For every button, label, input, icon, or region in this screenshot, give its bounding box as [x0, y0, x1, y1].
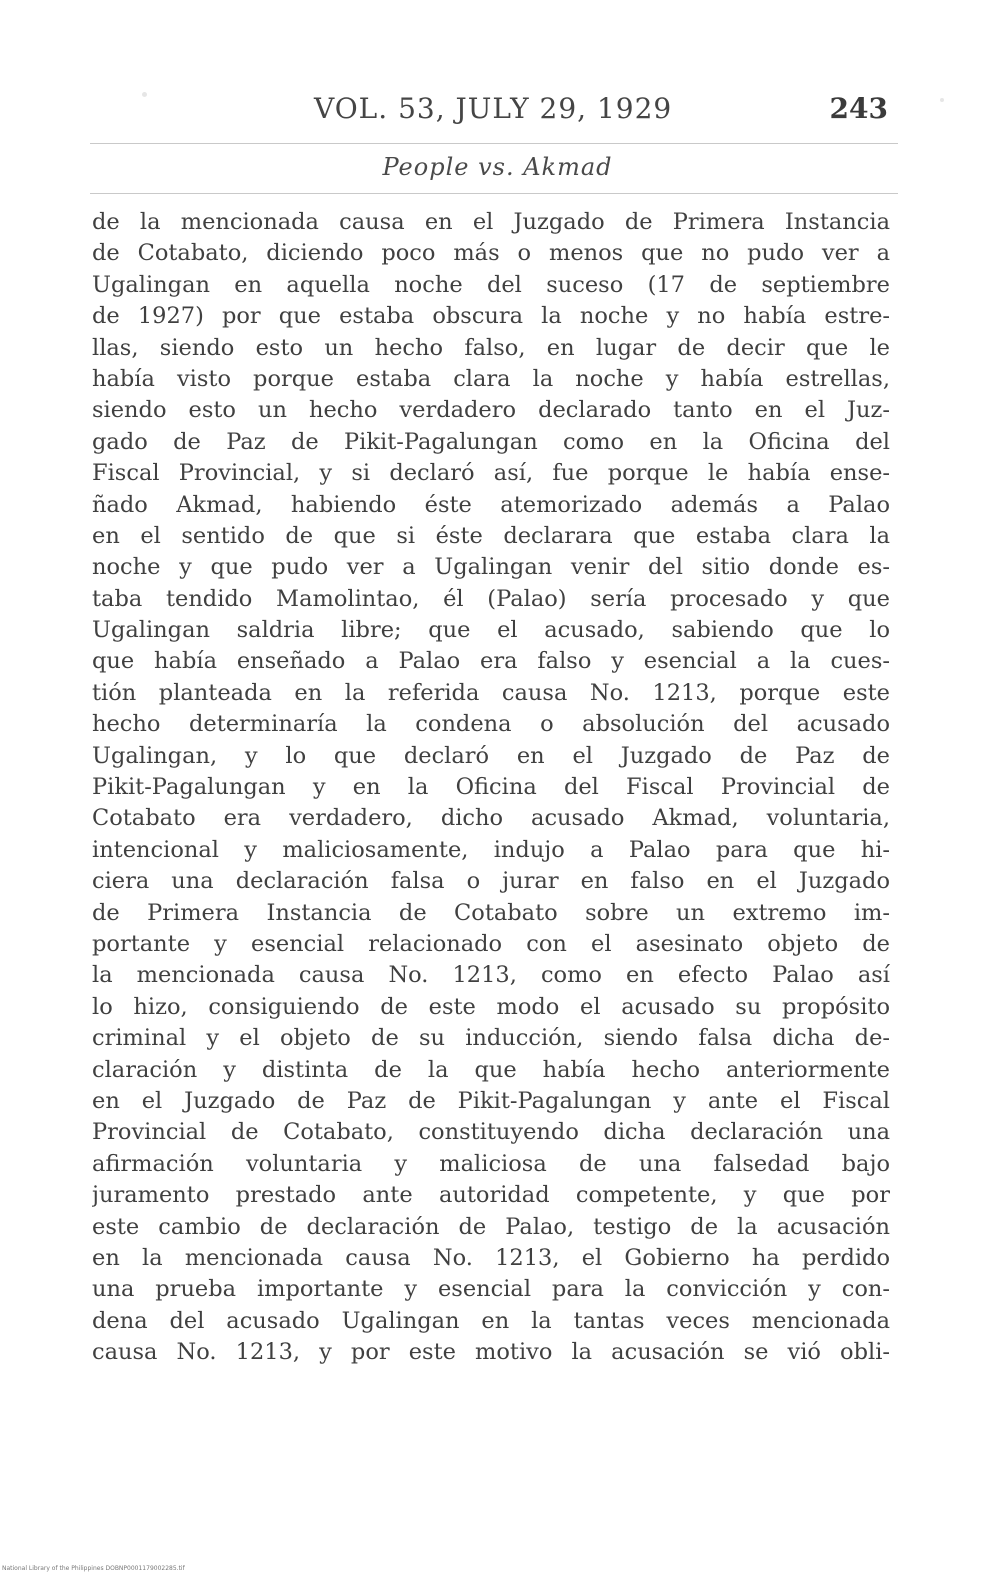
text-line: Provincial de Cotabato, constituyendo dicha declaración una — [92, 1119, 890, 1146]
text-line: ñado Akmad, habiendo éste atemorizado además a Palao — [92, 491, 890, 518]
volume-date-line: VOL. 53, JULY 29, 1929 — [314, 92, 673, 125]
text-line: en el Juzgado de Paz de Pikit-Pagalungan y ante el Fiscal — [92, 1087, 890, 1114]
text-line: juramento prestado ante autoridad competente, y que por — [92, 1182, 890, 1209]
caption-rule — [90, 193, 898, 194]
text-line: dena del acusado Ugalingan en la tantas veces mencionada — [92, 1307, 890, 1334]
text-line: que había enseñado a Palao era falso y esencial a la cues- — [92, 648, 890, 675]
text-line: en la mencionada causa No. 1213, el Gobierno ha perdido — [92, 1244, 890, 1271]
text-line: taba tendido Mamolintao, él (Palao) sería procesado y que — [92, 585, 890, 612]
text-line: Fiscal Provincial, y si declaró así, fue porque le había ense- — [92, 460, 890, 487]
text-line: claración y distinta de la que había hecho anteriormente — [92, 1056, 890, 1083]
text-line: Pikit-Pagalungan y en la Oficina del Fiscal Provincial de — [92, 774, 890, 801]
text-line: este cambio de declaración de Palao, testigo de la acusación — [92, 1213, 890, 1240]
text-line: portante y esencial relacionado con el asesinato objeto de — [92, 930, 890, 957]
text-line: tión planteada en la referida causa No. 1213, porque este — [92, 679, 890, 706]
text-line: Ugalingan en aquella noche del suceso (17 de septiembre — [92, 271, 890, 298]
text-line: intencional y maliciosamente, indujo a Palao para que hi- — [92, 836, 890, 863]
text-line: hecho determinaría la condena o absolución del acusado — [92, 711, 890, 738]
case-caption: People vs. Akmad — [382, 153, 613, 181]
text-line: Ugalingan saldria libre; que el acusado, sabiendo que lo — [92, 617, 890, 644]
text-line: la mencionada causa No. 1213, como en efecto Palao así — [92, 962, 890, 989]
text-line: afirmación voluntaria y maliciosa de una falsedad bajo — [92, 1150, 890, 1177]
text-line: en el sentido de que si éste declarara que estaba clara la — [92, 522, 890, 549]
text-line: de 1927) por que estaba obscura la noche y no había estre- — [92, 303, 890, 330]
text-line: noche y que pudo ver a Ugalingan venir del sitio donde es- — [92, 554, 890, 581]
body-text — [92, 207, 890, 1368]
page-number: 243 — [829, 92, 888, 125]
scan-speck — [940, 98, 944, 102]
header-rule — [90, 143, 898, 144]
text-line: de la mencionada causa en el Juzgado de Primera Instancia — [92, 209, 890, 235]
text-line: siendo esto un hecho verdadero declarado tanto en el Juz- — [92, 397, 890, 424]
text-line: gado de Paz de Pikit-Pagalungan como en la Oficina del — [92, 428, 890, 455]
text-line: criminal y el objeto de su inducción, siendo falsa dicha de- — [92, 1025, 890, 1052]
text-line: una prueba importante y esencial para la convicción y con- — [92, 1276, 890, 1303]
text-line: Cotabato era verdadero, dicho acusado Akmad, voluntaria, — [92, 805, 890, 832]
text-line: de Primera Instancia de Cotabato sobre un extremo im- — [92, 899, 890, 926]
running-header — [92, 92, 892, 136]
text-line: de Cotabato, diciendo poco más o menos que no pudo ver a — [92, 240, 890, 267]
text-line: Ugalingan, y lo que declaró en el Juzgado de Paz de — [92, 742, 890, 769]
text-line: había visto porque estaba clara la noche y había estrellas, — [92, 365, 890, 392]
text-line: ciera una declaración falsa o jurar en falso en el Juzgado — [92, 868, 890, 895]
text-line: causa No. 1213, y por este motivo la acusación se vió obli- — [92, 1339, 890, 1366]
text-line: lo hizo, consiguiendo de este modo el acusado su propósito — [92, 993, 890, 1020]
text-line: llas, siendo esto un hecho falso, en lugar de decir que le — [92, 334, 890, 361]
scan-footer: National Library of the Philippines DOBNP0001179002285.tif — [2, 1565, 185, 1572]
